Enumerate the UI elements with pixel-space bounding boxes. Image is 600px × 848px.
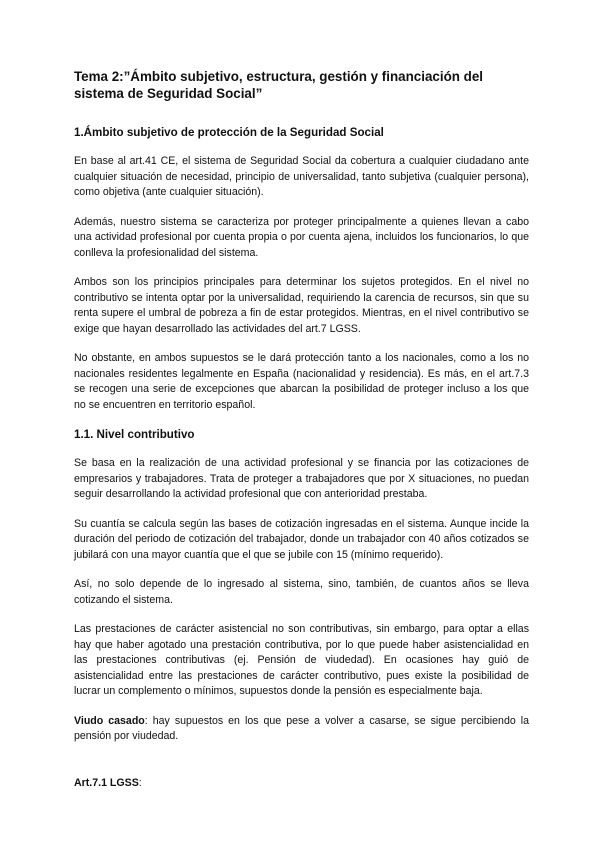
paragraph: Así, no solo depende de lo ingresado al sistema, sino, también, de cuantos años se lleva cotizando el sistema. xyxy=(74,578,529,606)
paragraph: En base al art.41 CE, el sistema de Seguridad Social da cobertura a cualquier ciudadano ante cualquier situación de necesidad, principio de universalidad, tanto subjetiva (cualquier persona), como objetiva (ante cualquier situación). xyxy=(74,155,529,198)
section-heading-nivel-contributivo: 1.1. Nivel contributivo xyxy=(74,428,195,441)
art-7-1-suffix: : xyxy=(138,776,142,789)
paragraph: Las prestaciones de carácter asistencial no son contributivas, sin embargo, para optar a ellas hay que haber agotado una prestación contributiva, por lo que puede haber asistencialidad en las prestaciones contributivas (ej. Pensión de viudedad). En ocasiones hay guió de asistencialidad entre las prestaciones de carácter contributivo, pues existe la posibilidad de lucrar un complemento o mínimos, supuestos donde la pensión es especialmente baja. xyxy=(74,623,529,697)
paragraph: Además, nuestro sistema se caracteriza por proteger principalmente a quienes llevan a cabo una actividad profesional por cuenta propia o por cuenta ajena, incluidos los funcionarios, lo que conlleva la profesionalidad del sistema. xyxy=(74,215,529,259)
document-body xyxy=(74,68,529,805)
viudo-casado-label: Viudo casado xyxy=(74,714,145,727)
paragraph: No obstante, en ambos supuestos se le dará protección tanto a los nacionales, como a los no nacionales residentes legalmente en España (nacionalidad y residencia). Es más, en el art.7.3 se recogen una serie de excepciones que abarcan la posibilidad de proteger incluso a los que no se encuentren en territorio español. xyxy=(74,352,529,411)
paragraph: Se basa en la realización de una actividad profesional y se financia por las cotizaciones de empresarios y trabajadores. Trata de proteger a trabajadores que por X situaciones, no puedan seguir desarrollando la actividad profesional que con anterioridad prestaba. xyxy=(74,457,529,500)
viudo-casado-text: : hay supuestos en los que pese a volver a casarse, se sigue percibiendo la pensión por viudedad. xyxy=(74,714,529,742)
art-7-1-label: Art.7.1 LGSS xyxy=(74,776,139,789)
viudo-casado-paragraph xyxy=(74,714,529,745)
paragraph: Ambos son los principios principales para determinar los sujetos protegidos. En el nivel no contributivo se intenta optar por la universalidad, requiriendo la carencia de recursos, sin que su renta supere el umbral de pobreza a fin de estar protegidos. Mientras, en el nivel contributivo se exige que hayan desarrollado las actividades del art.7 LGSS. xyxy=(74,276,529,335)
section-heading-ambito: 1.Ámbito subjetivo de protección de la Seguridad Social xyxy=(74,126,384,139)
paragraph: Su cuantía se calcula según las bases de cotización ingresadas en el sistema. Aunque incide la duración del periodo de cotización del trabajador, donde un trabajador con 40 años cotizados se jubilará con una mayor cuantía que el que se jubile con 15 (mínimo requerido). xyxy=(74,517,529,561)
document-title: Tema 2:”Ámbito subjetivo, estructura, gestión y financiación del sistema de Seguridad Social” xyxy=(74,69,483,101)
art-7-1-paragraph xyxy=(74,776,529,792)
